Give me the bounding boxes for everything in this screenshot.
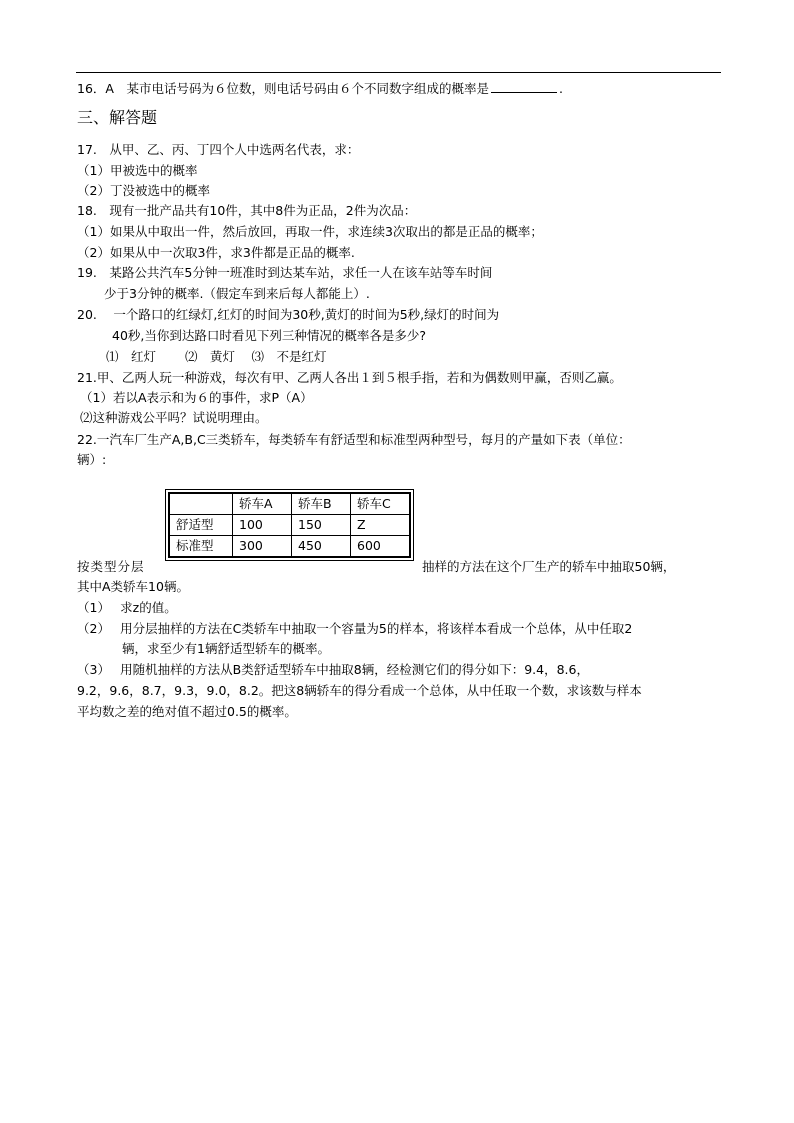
- question-16-end: .: [558, 81, 563, 96]
- question-21-part-2: ⑵这种游戏公平吗？试说明理由。: [80, 410, 268, 425]
- question-16: [77, 80, 563, 97]
- question-18-stem: 18. 现有一批产品共有10件，其中8件为正品，2件为次品：: [77, 203, 417, 218]
- table-cell: Z: [351, 515, 411, 536]
- table-cell: 轿车C: [351, 493, 411, 515]
- section-title: 三、解答题: [77, 108, 158, 127]
- question-18-part-2: （2）如果从中一次取3件，求3件都是正品的概率.: [77, 245, 355, 260]
- question-22-part-3-line-2: 9.2，9.6，8.7，9.3，9.0，8.2。把这8辆轿车的得分看成一个总体，从中任取一个数，求该数与样本: [77, 683, 642, 698]
- table-header-row: [169, 493, 410, 515]
- question-22-line-4: 其中A类轿车10辆。: [77, 579, 189, 594]
- question-20-line-1: 20. 一个路口的红绿灯,红灯的时间为30秒,黄灯的时间为5秒,绿灯的时间为: [77, 307, 500, 322]
- table-cell: 轿车B: [292, 493, 351, 515]
- header-rule: [76, 72, 721, 73]
- production-table: [168, 492, 411, 558]
- question-22-part-1: （1） 求z的值。: [77, 600, 177, 615]
- question-20-options: ⑴ 红灯 ⑵ 黄灯 ⑶ 不是红灯: [106, 349, 327, 364]
- table-cell: 300: [233, 536, 292, 558]
- table-cell: 100: [233, 515, 292, 536]
- table-cell: 舒适型: [169, 515, 233, 536]
- table-cell: 轿车A: [233, 493, 292, 515]
- question-20-line-2: 40秒,当你到达路口时看见下列三种情况的概率各是多少?: [112, 328, 427, 343]
- question-22-after-table: 抽样的方法在这个厂生产的轿车中抽取50辆，: [422, 559, 676, 574]
- question-17-part-1: （1）甲被选中的概率: [77, 163, 198, 178]
- question-19-line-1: 19. 某路公共汽车5分钟一班准时到达某车站，求任一人在该车站等车时间: [77, 265, 493, 280]
- question-17-part-2: （2）丁没被选中的概率: [77, 183, 210, 198]
- question-22-part-2-line-1: （2） 用分层抽样的方法在C类轿车中抽取一个容量为5的样本，将该样本看成一个总体，从中任取2: [77, 621, 633, 636]
- question-19-line-2: 少于3分钟的概率.（假定车到来后每人都能上）.: [104, 286, 370, 301]
- question-22-part-2-line-2: 辆，求至少有1辆舒适型轿车的概率。: [122, 641, 330, 656]
- table-cell: 150: [292, 515, 351, 536]
- question-22-part-3-line-1: （3） 用随机抽样的方法从B类舒适型轿车中抽取8辆，经检测它们的得分如下：9.4，8.6，: [77, 662, 589, 677]
- question-22-line-1: 22.一汽车厂生产A,B,C三类轿车，每类轿车有舒适型和标准型两种型号，每月的产量如下表（单位：: [77, 432, 631, 447]
- question-21-part-1: （1）若以A表示和为６的事件，求P（A）: [80, 390, 313, 405]
- question-17-stem: 17. 从甲、乙、丙、丁四个人中选两名代表，求：: [77, 142, 360, 157]
- table-cell: 600: [351, 536, 411, 558]
- question-22-part-3-line-3: 平均数之差的绝对值不超过0.5的概率。: [77, 704, 297, 719]
- table-cell: 标准型: [169, 536, 233, 558]
- table-cell: [169, 493, 233, 515]
- question-16-text: 16．A 某市电话号码为６位数，则电话号码由６个不同数字组成的概率是: [77, 81, 489, 96]
- question-18-part-1: （1）如果从中取出一件，然后放回，再取一件，求连续3次取出的都是正品的概率；: [77, 224, 543, 239]
- question-22-line-2: 辆）:: [77, 452, 107, 467]
- table-cell: 450: [292, 536, 351, 558]
- answer-blank: [491, 80, 557, 93]
- question-21-stem: 21.甲、乙两人玩一种游戏，每次有甲、乙两人各出１到５根手指，若和为偶数则甲赢，否则乙赢。: [77, 370, 622, 385]
- question-22-before-table: 按类型分层: [77, 559, 145, 574]
- table-row: [169, 536, 410, 558]
- table-row: [169, 515, 410, 536]
